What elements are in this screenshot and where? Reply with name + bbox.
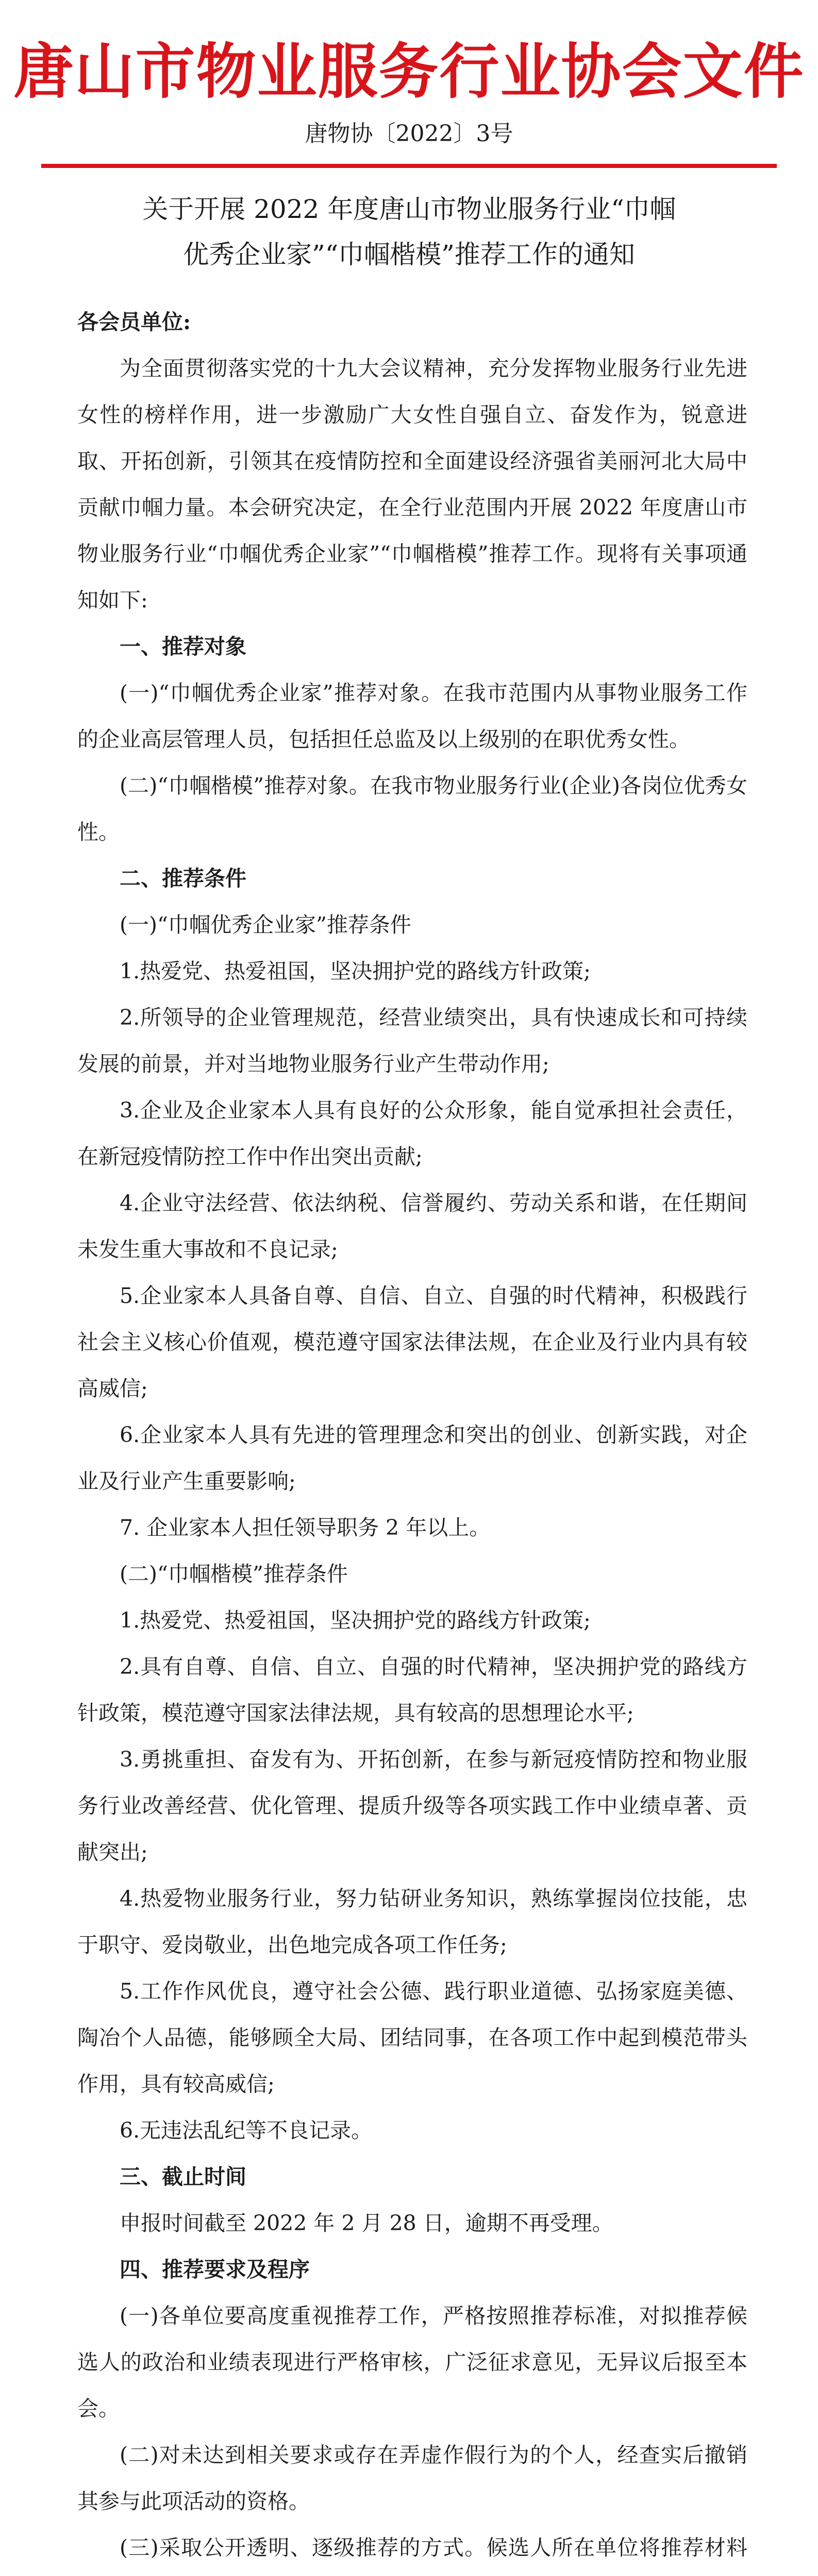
list-item: 1.热爱党、热爱祖国，坚决拥护党的路线方针政策; (120, 1608, 591, 1633)
section-heading-4: 四、推荐要求及程序 (120, 2257, 310, 2282)
paragraph: (三)采取公开透明、逐级推荐的方式。候选人所在单位将推荐材料 (120, 2535, 747, 2560)
subheading: (一)“巾帼优秀企业家”推荐条件 (120, 912, 411, 937)
list-item: 5.企业家本人具备自尊、自信、自立、自强的时代精神，积极践行社会主义核心价值观，模范遵守国家法律法规，在企业及行业内具有较高威信; (77, 1283, 747, 1401)
document-number: 唐物协〔2022〕3号 (305, 121, 513, 147)
notice-title (77, 187, 741, 277)
section-heading-3: 三、截止时间 (120, 2164, 246, 2189)
list-item: 2.所领导的企业管理规范，经营业绩突出，具有快速成长和可持续发展的前景，并对当地物业服务行业产生带动作用; (77, 1005, 747, 1076)
notice-body (77, 299, 747, 2576)
masthead-title: 唐山市物业服务行业协会文件 (13, 37, 805, 107)
intro-paragraph: 为全面贯彻落实党的十九大会议精神，充分发挥物业服务行业先进女性的榜样作用，进一步激励广大女性自强自立、奋发作为，锐意进取、开拓创新，引领其在疫情防控和全面建设经济强省美丽河北大局中贡献巾帼力量。本会研究决定，在全行业范围内开展 2022 年度唐山市物业服务行业“巾帼优秀企业家”“巾帼楷模”推荐工作。现将有关事项通知如下: (77, 356, 747, 613)
list-item: 3.勇挑重担、奋发有为、开拓创新，在参与新冠疫情防控和物业服务行业改善经营、优化管理、提质升级等各项实践工作中业绩卓著、贡献突出; (77, 1747, 747, 1865)
paragraph: (一)“巾帼优秀企业家”推荐对象。在我市范围内从事物业服务工作的企业高层管理人员，包括担任总监及以上级别的在职优秀女性。 (77, 681, 747, 752)
subheading: (二)“巾帼楷模”推荐条件 (120, 1562, 348, 1586)
paragraph: (二)对未达到相关要求或存在弄虚作假行为的个人，经查实后撤销其参与此项活动的资格。 (77, 2443, 747, 2514)
paragraph: (一)各单位要高度重视推荐工作，严格按照推荐标准，对拟推荐候选人的政治和业绩表现进行严格审核，广泛征求意见，无异议后报至本会。 (77, 2303, 747, 2421)
list-item: 5.工作作风优良，遵守社会公德、践行职业道德、弘扬家庭美德、陶冶个人品德，能够顾全大局、团结同事，在各项工作中起到模范带头作用，具有较高威信; (77, 1979, 747, 2096)
red-divider-line (41, 164, 777, 168)
paragraph: (二)“巾帼楷模”推荐对象。在我市物业服务行业(企业)各岗位优秀女性。 (77, 773, 747, 844)
notice-title-line-1: 关于开展 2022 年度唐山市物业服务行业“巾帼 (142, 194, 676, 224)
list-item: 1.热爱党、热爱祖国，坚决拥护党的路线方针政策; (120, 959, 591, 984)
section-heading-2: 二、推荐条件 (120, 866, 246, 891)
list-item: 4.企业守法经营、依法纳税、信誉履约、劳动关系和谐，在任期间未发生重大事故和不良记录; (77, 1191, 747, 1262)
section-heading-1: 一、推荐对象 (120, 634, 246, 659)
list-item: 2.具有自尊、自信、自立、自强的时代精神，坚决拥护党的路线方针政策，模范遵守国家法律法规，具有较高的思想理论水平; (77, 1654, 747, 1725)
paragraph: 申报时间截至 2022 年 2 月 28 日，逾期不再受理。 (120, 2211, 613, 2235)
list-item: 6.企业家本人具有先进的管理理念和突出的创业、创新实践，对企业及行业产生重要影响; (77, 1422, 747, 1494)
list-item: 4.热爱物业服务行业，努力钻研业务知识，熟练掌握岗位技能，忠于职守、爱岗敬业，出色地完成各项工作任务; (77, 1886, 747, 1957)
list-item: 7. 企业家本人担任领导职务 2 年以上。 (120, 1515, 491, 1540)
notice-title-line-2: 优秀企业家”“巾帼楷模”推荐工作的通知 (183, 240, 635, 269)
salutation: 各会员单位: (77, 310, 191, 334)
list-item: 6.无违法乱纪等不良记录。 (120, 2118, 373, 2143)
list-item: 3.企业及企业家本人具有良好的公众形象，能自觉承担社会责任，在新冠疫情防控工作中作出突出贡献; (77, 1098, 747, 1169)
